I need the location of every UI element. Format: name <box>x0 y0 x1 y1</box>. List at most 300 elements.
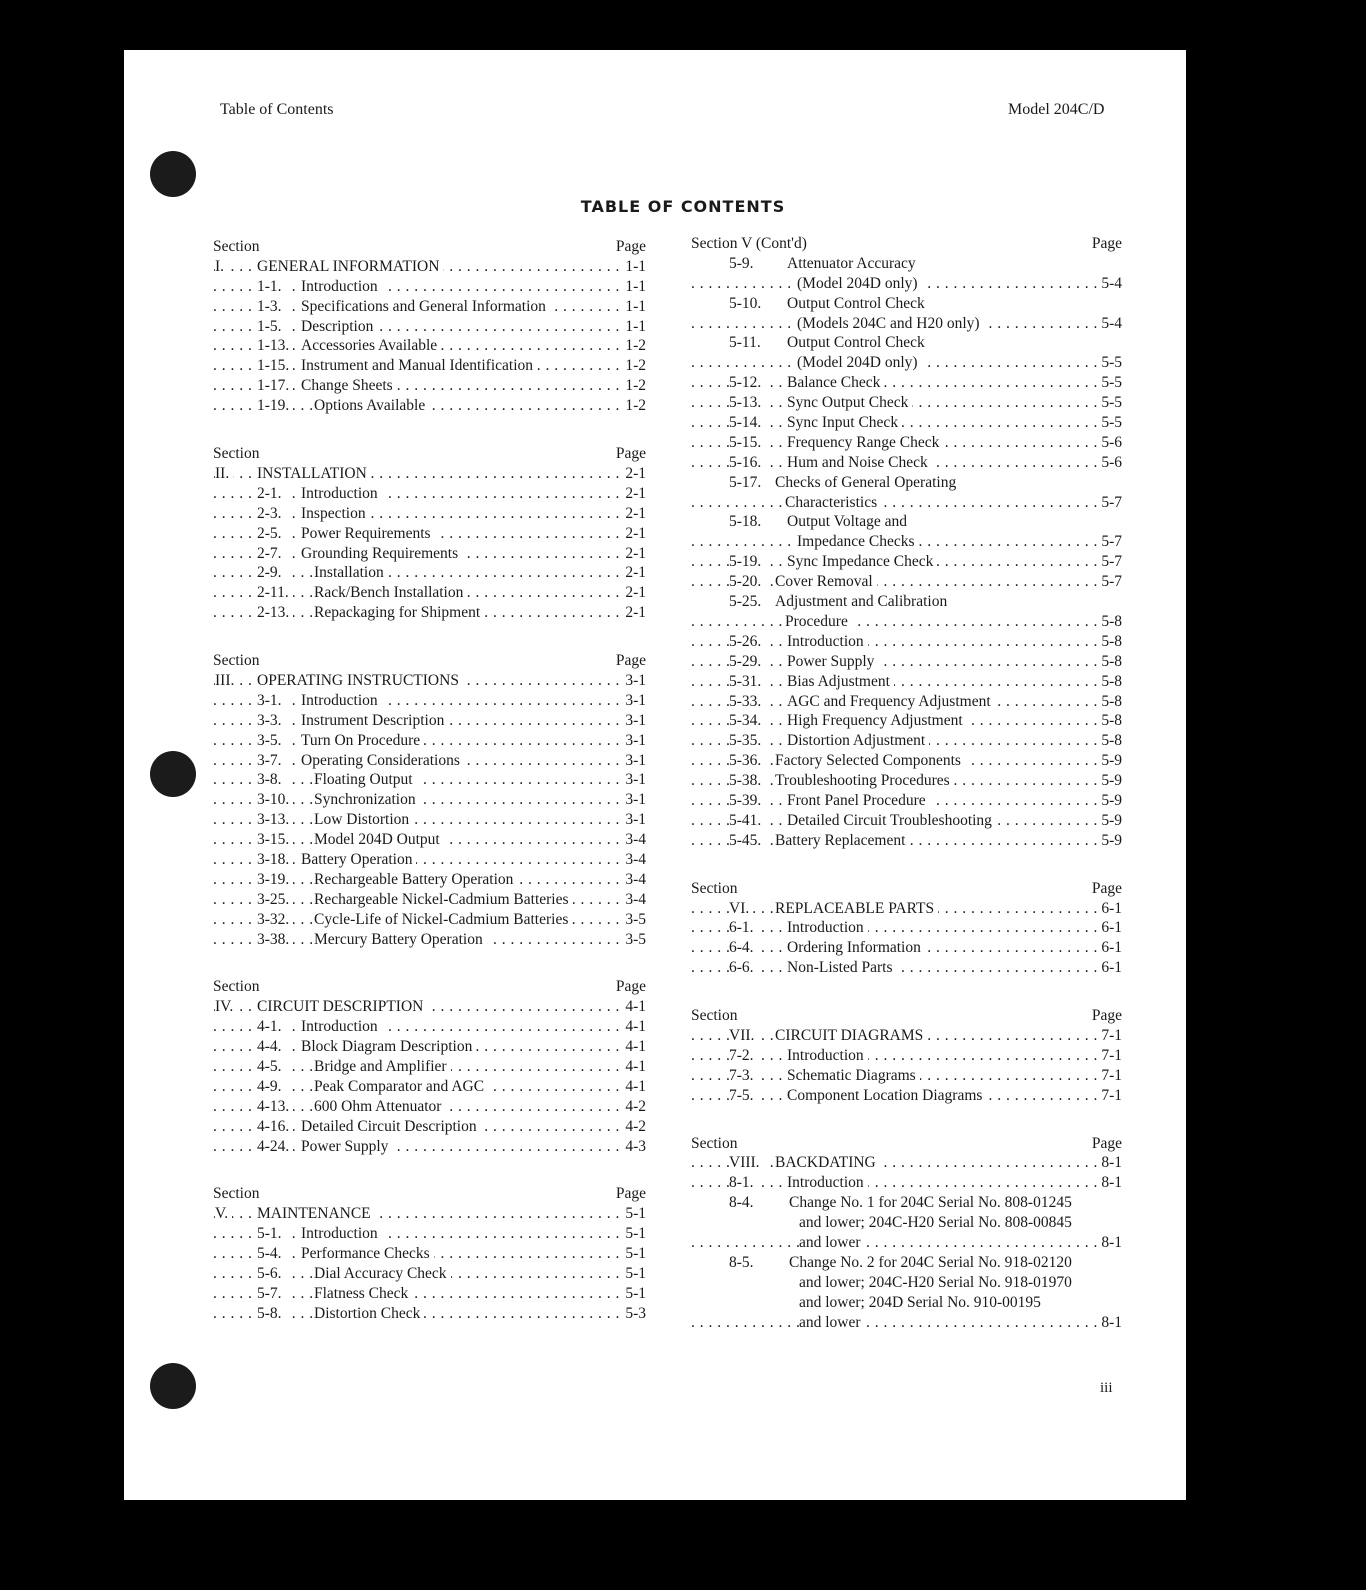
entry-number: 3-19. <box>257 870 293 890</box>
entry-title: Introduction <box>301 277 382 297</box>
entry-number: 1-15. <box>257 356 293 376</box>
entry-page: 5-8 <box>1098 612 1122 632</box>
section-label: Section <box>691 879 738 897</box>
entry-title: Bias Adjustment <box>787 672 894 692</box>
entry-page: 5-1 <box>622 1284 646 1304</box>
toc-section-entry <box>213 997 646 1017</box>
entry-title: Non-Listed Parts <box>787 958 896 978</box>
entry-number: 3-5. <box>257 731 286 751</box>
entry-page: 5-1 <box>622 1264 646 1284</box>
toc-entry <box>213 1284 646 1304</box>
entry-page: 1-2 <box>622 376 646 396</box>
toc-section <box>691 1006 1122 1105</box>
entry-title: High Frequency Adjustment <box>787 711 967 731</box>
page-label: Page <box>1091 879 1122 897</box>
entry-title: Introduction <box>301 484 382 504</box>
entry-page: 1-2 <box>622 336 646 356</box>
toc-section-entry <box>213 464 646 484</box>
toc-entry <box>691 512 1122 532</box>
entry-title: and lower <box>799 1233 865 1253</box>
entry-title: Floating Output <box>314 770 417 790</box>
toc-section <box>691 1134 1122 1333</box>
entry-page: 8-1 <box>1098 1173 1122 1193</box>
toc-entry <box>691 1046 1122 1066</box>
toc-entry <box>691 791 1122 811</box>
entry-number: 3-3. <box>257 711 286 731</box>
entry-title: Repackaging for Shipment <box>314 603 484 623</box>
entry-title: Low Distortion <box>314 810 413 830</box>
entry-title: 600 Ohm Attenuator <box>314 1097 445 1117</box>
page-label: Page <box>1091 1134 1122 1152</box>
entry-number: 5-18. <box>729 512 765 532</box>
section-label: Section V (Cont'd) <box>691 235 807 252</box>
entry-number: 3-1. <box>257 691 286 711</box>
section-heading-row <box>213 237 646 257</box>
entry-title: Detailed Circuit Description <box>301 1117 481 1137</box>
entry-title: and lower; 204C-H20 Serial No. 808-00845 <box>799 1214 1072 1232</box>
entry-number: 1-1. <box>257 277 286 297</box>
entry-title: Description <box>301 317 377 337</box>
entry-page: 5-5 <box>1098 373 1122 393</box>
entry-number: 5-41. <box>729 811 765 831</box>
entry-number: 5-19. <box>729 552 765 572</box>
section-heading-row <box>691 879 1122 899</box>
entry-number: II. <box>215 464 233 484</box>
entry-title: Performance Checks <box>301 1244 434 1264</box>
entry-number: 2-7. <box>257 544 286 564</box>
entry-title: CIRCUIT DESCRIPTION <box>257 997 427 1017</box>
entry-page: 1-1 <box>622 297 646 317</box>
toc-entry <box>691 333 1122 353</box>
entry-title: Synchronization <box>314 790 420 810</box>
entry-title: Output Control Check <box>787 334 925 352</box>
toc-entry <box>213 376 646 396</box>
toc-right-column <box>691 234 1122 1332</box>
section-label: Section <box>213 1185 260 1203</box>
entry-title: Factory Selected Components <box>775 751 965 771</box>
section-label: Section <box>213 978 260 996</box>
entry-title: GENERAL INFORMATION <box>257 257 443 277</box>
binder-hole <box>150 751 196 797</box>
entry-number: 3-13. <box>257 810 293 830</box>
toc-entry <box>213 1037 646 1057</box>
toc-entry <box>691 811 1122 831</box>
toc-entry <box>213 751 646 771</box>
toc-entry <box>213 297 646 317</box>
section-heading-row <box>213 977 646 997</box>
entry-page: 1-2 <box>622 356 646 376</box>
entry-number: 5-31. <box>729 672 765 692</box>
entry-number: 4-1. <box>257 1017 286 1037</box>
entry-number: 3-7. <box>257 751 286 771</box>
entry-page: 1-1 <box>622 277 646 297</box>
entry-page: 3-1 <box>622 770 646 790</box>
toc-section-entry <box>691 473 1122 493</box>
entry-number: IV. <box>215 997 237 1017</box>
entry-number: 1-3. <box>257 297 286 317</box>
entry-page: 5-4 <box>1098 274 1122 294</box>
toc-entry <box>213 504 646 524</box>
toc-entry <box>691 413 1122 433</box>
entry-number: 5-15. <box>729 433 765 453</box>
entry-title: MAINTENANCE <box>257 1204 375 1224</box>
entry-page: 3-4 <box>622 890 646 910</box>
toc-section-entry <box>691 572 1122 592</box>
entry-page: 7-1 <box>1098 1026 1122 1046</box>
toc-entry <box>691 938 1122 958</box>
entry-number: 3-38. <box>257 930 293 950</box>
entry-title: Instrument Description <box>301 711 448 731</box>
entry-number: 5-13. <box>729 393 765 413</box>
entry-number: 6-6. <box>729 958 758 978</box>
entry-number: 1-17. <box>257 376 293 396</box>
entry-title: Ordering Information <box>787 938 925 958</box>
entry-page: 5-7 <box>1098 532 1122 552</box>
entry-page: 5-8 <box>1098 692 1122 712</box>
entry-page: 7-1 <box>1098 1046 1122 1066</box>
entry-title: Dial Accuracy Check <box>314 1264 451 1284</box>
entry-number: 5-14. <box>729 413 765 433</box>
entry-title: Distortion Check <box>314 1304 424 1324</box>
entry-number: 8-1. <box>729 1173 758 1193</box>
toc-entry <box>691 652 1122 672</box>
entry-title: Cover Removal <box>775 572 877 592</box>
entry-page: 6-1 <box>1098 938 1122 958</box>
toc-entry <box>213 1097 646 1117</box>
toc-section-entry <box>691 831 1122 851</box>
entry-number: 8-4. <box>729 1193 758 1213</box>
toc-entry <box>213 524 646 544</box>
toc-section-entry <box>691 592 1122 612</box>
page-label: Page <box>615 238 646 255</box>
entry-number: 5-45. <box>729 831 765 851</box>
toc-entry <box>213 770 646 790</box>
section-heading-row <box>691 1006 1122 1026</box>
entry-number: 7-5. <box>729 1086 758 1106</box>
entry-title: Change No. 2 for 204C Serial No. 918-02120 <box>789 1253 1072 1271</box>
entry-title: Balance Check <box>787 373 884 393</box>
toc-entry <box>213 603 646 623</box>
entry-number: 5-6. <box>257 1264 286 1284</box>
toc-entry <box>213 850 646 870</box>
entry-number: 5-9. <box>729 254 758 274</box>
entry-number: 3-8. <box>257 770 286 790</box>
entry-page: 5-8 <box>1098 731 1122 751</box>
entry-number: 5-29. <box>729 652 765 672</box>
entry-page: 2-1 <box>622 603 646 623</box>
toc-entry <box>691 1066 1122 1086</box>
entry-number: 5-7. <box>257 1284 286 1304</box>
entry-page: 1-2 <box>622 396 646 416</box>
toc-entry <box>213 1224 646 1244</box>
toc-section <box>213 444 646 623</box>
entry-title: Checks of General Operating <box>775 473 957 491</box>
entry-title: Options Available <box>314 396 429 416</box>
binder-hole <box>150 1363 196 1409</box>
entry-number: 4-5. <box>257 1057 286 1077</box>
section-label: Section <box>213 238 260 255</box>
entry-title: and lower; 204C-H20 Serial No. 918-01970 <box>799 1273 1072 1291</box>
section-label: Section <box>213 652 260 670</box>
entry-number: 2-13. <box>257 603 293 623</box>
entry-title: Model 204D Output <box>314 830 444 850</box>
entry-title: Grounding Requirements <box>301 544 462 564</box>
entry-number: V. <box>215 1204 232 1224</box>
toc-entry <box>691 1253 1122 1273</box>
entry-number: 3-25. <box>257 890 293 910</box>
entry-title: and lower; 204D Serial No. 910-00195 <box>799 1293 1041 1311</box>
toc-section-entry <box>691 1026 1122 1046</box>
entry-page: 5-8 <box>1098 632 1122 652</box>
toc-entry <box>213 1077 646 1097</box>
entry-title: OPERATING INSTRUCTIONS <box>257 671 463 691</box>
entry-page: 2-1 <box>622 544 646 564</box>
entry-number: 5-38. <box>729 771 765 791</box>
toc-entry <box>691 1193 1122 1213</box>
toc-entry <box>691 1313 1122 1333</box>
toc-section <box>691 879 1122 978</box>
page-label: Page <box>1091 1007 1122 1025</box>
entry-title: Introduction <box>787 1173 868 1193</box>
toc-entry <box>691 254 1122 274</box>
toc-section-entry <box>691 612 1122 632</box>
toc-entry <box>213 1057 646 1077</box>
entry-page: 3-1 <box>622 711 646 731</box>
entry-page: 3-5 <box>622 910 646 930</box>
page-label: Page <box>615 652 646 670</box>
entry-number: 4-13. <box>257 1097 293 1117</box>
entry-page: 2-1 <box>622 524 646 544</box>
entry-title: BACKDATING <box>775 1153 880 1173</box>
entry-page: 8-1 <box>1098 1313 1122 1333</box>
toc-entry <box>213 711 646 731</box>
entry-page: 3-1 <box>622 810 646 830</box>
toc-section <box>213 651 646 949</box>
entry-number: 5-34. <box>729 711 765 731</box>
entry-number: 2-5. <box>257 524 286 544</box>
entry-title: CIRCUIT DIAGRAMS <box>775 1026 927 1046</box>
entry-page: 5-8 <box>1098 652 1122 672</box>
entry-page: 2-1 <box>622 563 646 583</box>
entry-title: Introduction <box>787 918 868 938</box>
entry-number: 5-17. <box>729 473 765 493</box>
toc-section <box>213 977 646 1156</box>
entry-page: 5-5 <box>1098 353 1122 373</box>
section-heading-row <box>213 444 646 464</box>
entry-page: 5-9 <box>1098 831 1122 851</box>
toc-entry <box>213 870 646 890</box>
entry-number: 6-4. <box>729 938 758 958</box>
entry-number: 1-13. <box>257 336 293 356</box>
entry-page: 7-1 <box>1098 1086 1122 1106</box>
toc-entry <box>691 552 1122 572</box>
entry-title: Cycle-Life of Nickel-Cadmium Batteries <box>314 910 572 930</box>
entry-page: 4-1 <box>622 997 646 1017</box>
entry-page: 3-1 <box>622 671 646 691</box>
entry-title: Accessories Available <box>301 336 441 356</box>
entry-number: 4-9. <box>257 1077 286 1097</box>
entry-number: 5-25. <box>729 592 765 612</box>
entry-page: 5-7 <box>1098 493 1122 513</box>
entry-title: Output Control Check <box>787 294 925 312</box>
binder-hole <box>150 151 196 197</box>
toc-entry <box>691 918 1122 938</box>
entry-title: Inspection <box>301 504 370 524</box>
entry-title: Introduction <box>787 632 868 652</box>
entry-number: 4-16. <box>257 1117 293 1137</box>
toc-section-entry <box>213 257 646 277</box>
entry-title: Schematic Diagrams <box>787 1066 920 1086</box>
entry-page: 5-9 <box>1098 771 1122 791</box>
entry-title: Mercury Battery Operation <box>314 930 487 950</box>
entry-title: Introduction <box>301 691 382 711</box>
entry-page: 3-1 <box>622 731 646 751</box>
entry-page: 3-4 <box>622 830 646 850</box>
entry-page: 5-1 <box>622 1224 646 1244</box>
page-label: Page <box>615 1185 646 1203</box>
entry-page: 5-5 <box>1098 393 1122 413</box>
entry-page: 5-1 <box>622 1204 646 1224</box>
entry-page: 6-1 <box>1098 918 1122 938</box>
toc-entry <box>213 1137 646 1157</box>
toc-entry <box>691 672 1122 692</box>
entry-title: Flatness Check <box>314 1284 412 1304</box>
entry-title: Power Requirements <box>301 524 435 544</box>
entry-page: 5-9 <box>1098 791 1122 811</box>
entry-number: 2-11. <box>257 583 293 603</box>
entry-number: 1-5. <box>257 317 286 337</box>
entry-page: 4-2 <box>622 1097 646 1117</box>
entry-title: Turn On Procedure <box>301 731 424 751</box>
entry-title: Block Diagram Description <box>301 1037 476 1057</box>
entry-title: Battery Replacement <box>775 831 909 851</box>
entry-number: 5-8. <box>257 1304 286 1324</box>
entry-number: 2-9. <box>257 563 286 583</box>
toc-entry <box>691 1293 1122 1313</box>
entry-number: 2-1. <box>257 484 286 504</box>
entry-number: 6-1. <box>729 918 758 938</box>
entry-number: VI. <box>729 899 753 919</box>
entry-title: (Models 204C and H20 only) <box>797 314 984 334</box>
entry-page: 4-3 <box>622 1137 646 1157</box>
entry-page: 5-7 <box>1098 572 1122 592</box>
entry-number: 5-1. <box>257 1224 286 1244</box>
page-number: iii <box>1100 1380 1113 1396</box>
entry-number: 5-11. <box>729 333 765 353</box>
page-label: Page <box>615 445 646 463</box>
entry-title: Front Panel Procedure <box>787 791 930 811</box>
entry-number: III. <box>215 671 238 691</box>
toc-section-entry <box>213 1204 646 1224</box>
entry-title: Rack/Bench Installation <box>314 583 467 603</box>
toc-entry <box>691 731 1122 751</box>
toc-entry <box>213 277 646 297</box>
entry-title: Detailed Circuit Troubleshooting <box>787 811 996 831</box>
entry-page: 2-1 <box>622 464 646 484</box>
entry-page: 5-8 <box>1098 711 1122 731</box>
entry-page: 2-1 <box>622 504 646 524</box>
entry-number: 3-15. <box>257 830 293 850</box>
entry-number: 8-5. <box>729 1253 758 1273</box>
entry-title: Impedance Checks <box>797 532 919 552</box>
toc-entry <box>213 910 646 930</box>
toc-entry <box>691 1213 1122 1233</box>
toc-section <box>213 237 646 416</box>
entry-page: 5-4 <box>1098 314 1122 334</box>
toc-entry <box>213 691 646 711</box>
section-heading-row <box>691 234 1122 254</box>
entry-title: (Model 204D only) <box>797 274 922 294</box>
section-heading-row <box>213 651 646 671</box>
entry-page: 4-2 <box>622 1117 646 1137</box>
entry-page: 4-1 <box>622 1077 646 1097</box>
section-heading-row <box>691 1134 1122 1154</box>
toc-entry <box>213 484 646 504</box>
toc-entry <box>213 317 646 337</box>
section-label: Section <box>213 445 260 463</box>
entry-title: Installation <box>314 563 388 583</box>
entry-page: 5-1 <box>622 1244 646 1264</box>
entry-number: 5-33. <box>729 692 765 712</box>
running-header-left: Table of Contents <box>220 101 334 118</box>
entry-title: Specifications and General Information <box>301 297 550 317</box>
toc-section <box>691 234 1122 851</box>
toc-entry <box>691 692 1122 712</box>
entry-number: 7-2. <box>729 1046 758 1066</box>
entry-number: 3-18. <box>257 850 293 870</box>
entry-page: 3-5 <box>622 930 646 950</box>
entry-title: Output Voltage and <box>787 513 907 531</box>
toc-entry <box>691 453 1122 473</box>
entry-page: 5-6 <box>1098 453 1122 473</box>
toc-entry <box>691 1173 1122 1193</box>
entry-title: Introduction <box>301 1224 382 1244</box>
entry-page: 1-1 <box>622 257 646 277</box>
toc-entry <box>691 1273 1122 1293</box>
entry-title: (Model 204D only) <box>797 353 922 373</box>
page-title: TABLE OF CONTENTS <box>580 197 786 216</box>
entry-title: INSTALLATION <box>257 464 371 484</box>
entry-title: Sync Output Check <box>787 393 912 413</box>
entry-page: 3-4 <box>622 870 646 890</box>
entry-number: 5-12. <box>729 373 765 393</box>
entry-page: 7-1 <box>1098 1066 1122 1086</box>
toc-entry <box>213 583 646 603</box>
entry-title: Peak Comparator and AGC <box>314 1077 488 1097</box>
entry-title: and lower <box>799 1313 865 1333</box>
entry-number: 5-39. <box>729 791 765 811</box>
toc-entry <box>213 1117 646 1137</box>
entry-page: 8-1 <box>1098 1153 1122 1173</box>
toc-entry <box>213 544 646 564</box>
toc-entry <box>691 314 1122 334</box>
entry-title: Instrument and Manual Identification <box>301 356 537 376</box>
entry-number: 5-36. <box>729 751 765 771</box>
entry-title: Troubleshooting Procedures <box>775 771 954 791</box>
toc-section-entry <box>691 771 1122 791</box>
entry-page: 1-1 <box>622 317 646 337</box>
toc-entry <box>213 1017 646 1037</box>
toc-entry <box>691 433 1122 453</box>
entry-title: REPLACEABLE PARTS <box>775 899 938 919</box>
toc-entry <box>691 294 1122 314</box>
entry-title: Component Location Diagrams <box>787 1086 986 1106</box>
entry-number: 5-16. <box>729 453 765 473</box>
entry-page: 5-6 <box>1098 433 1122 453</box>
toc-section-entry <box>691 1153 1122 1173</box>
toc-section-entry <box>691 751 1122 771</box>
entry-number: 3-32. <box>257 910 293 930</box>
